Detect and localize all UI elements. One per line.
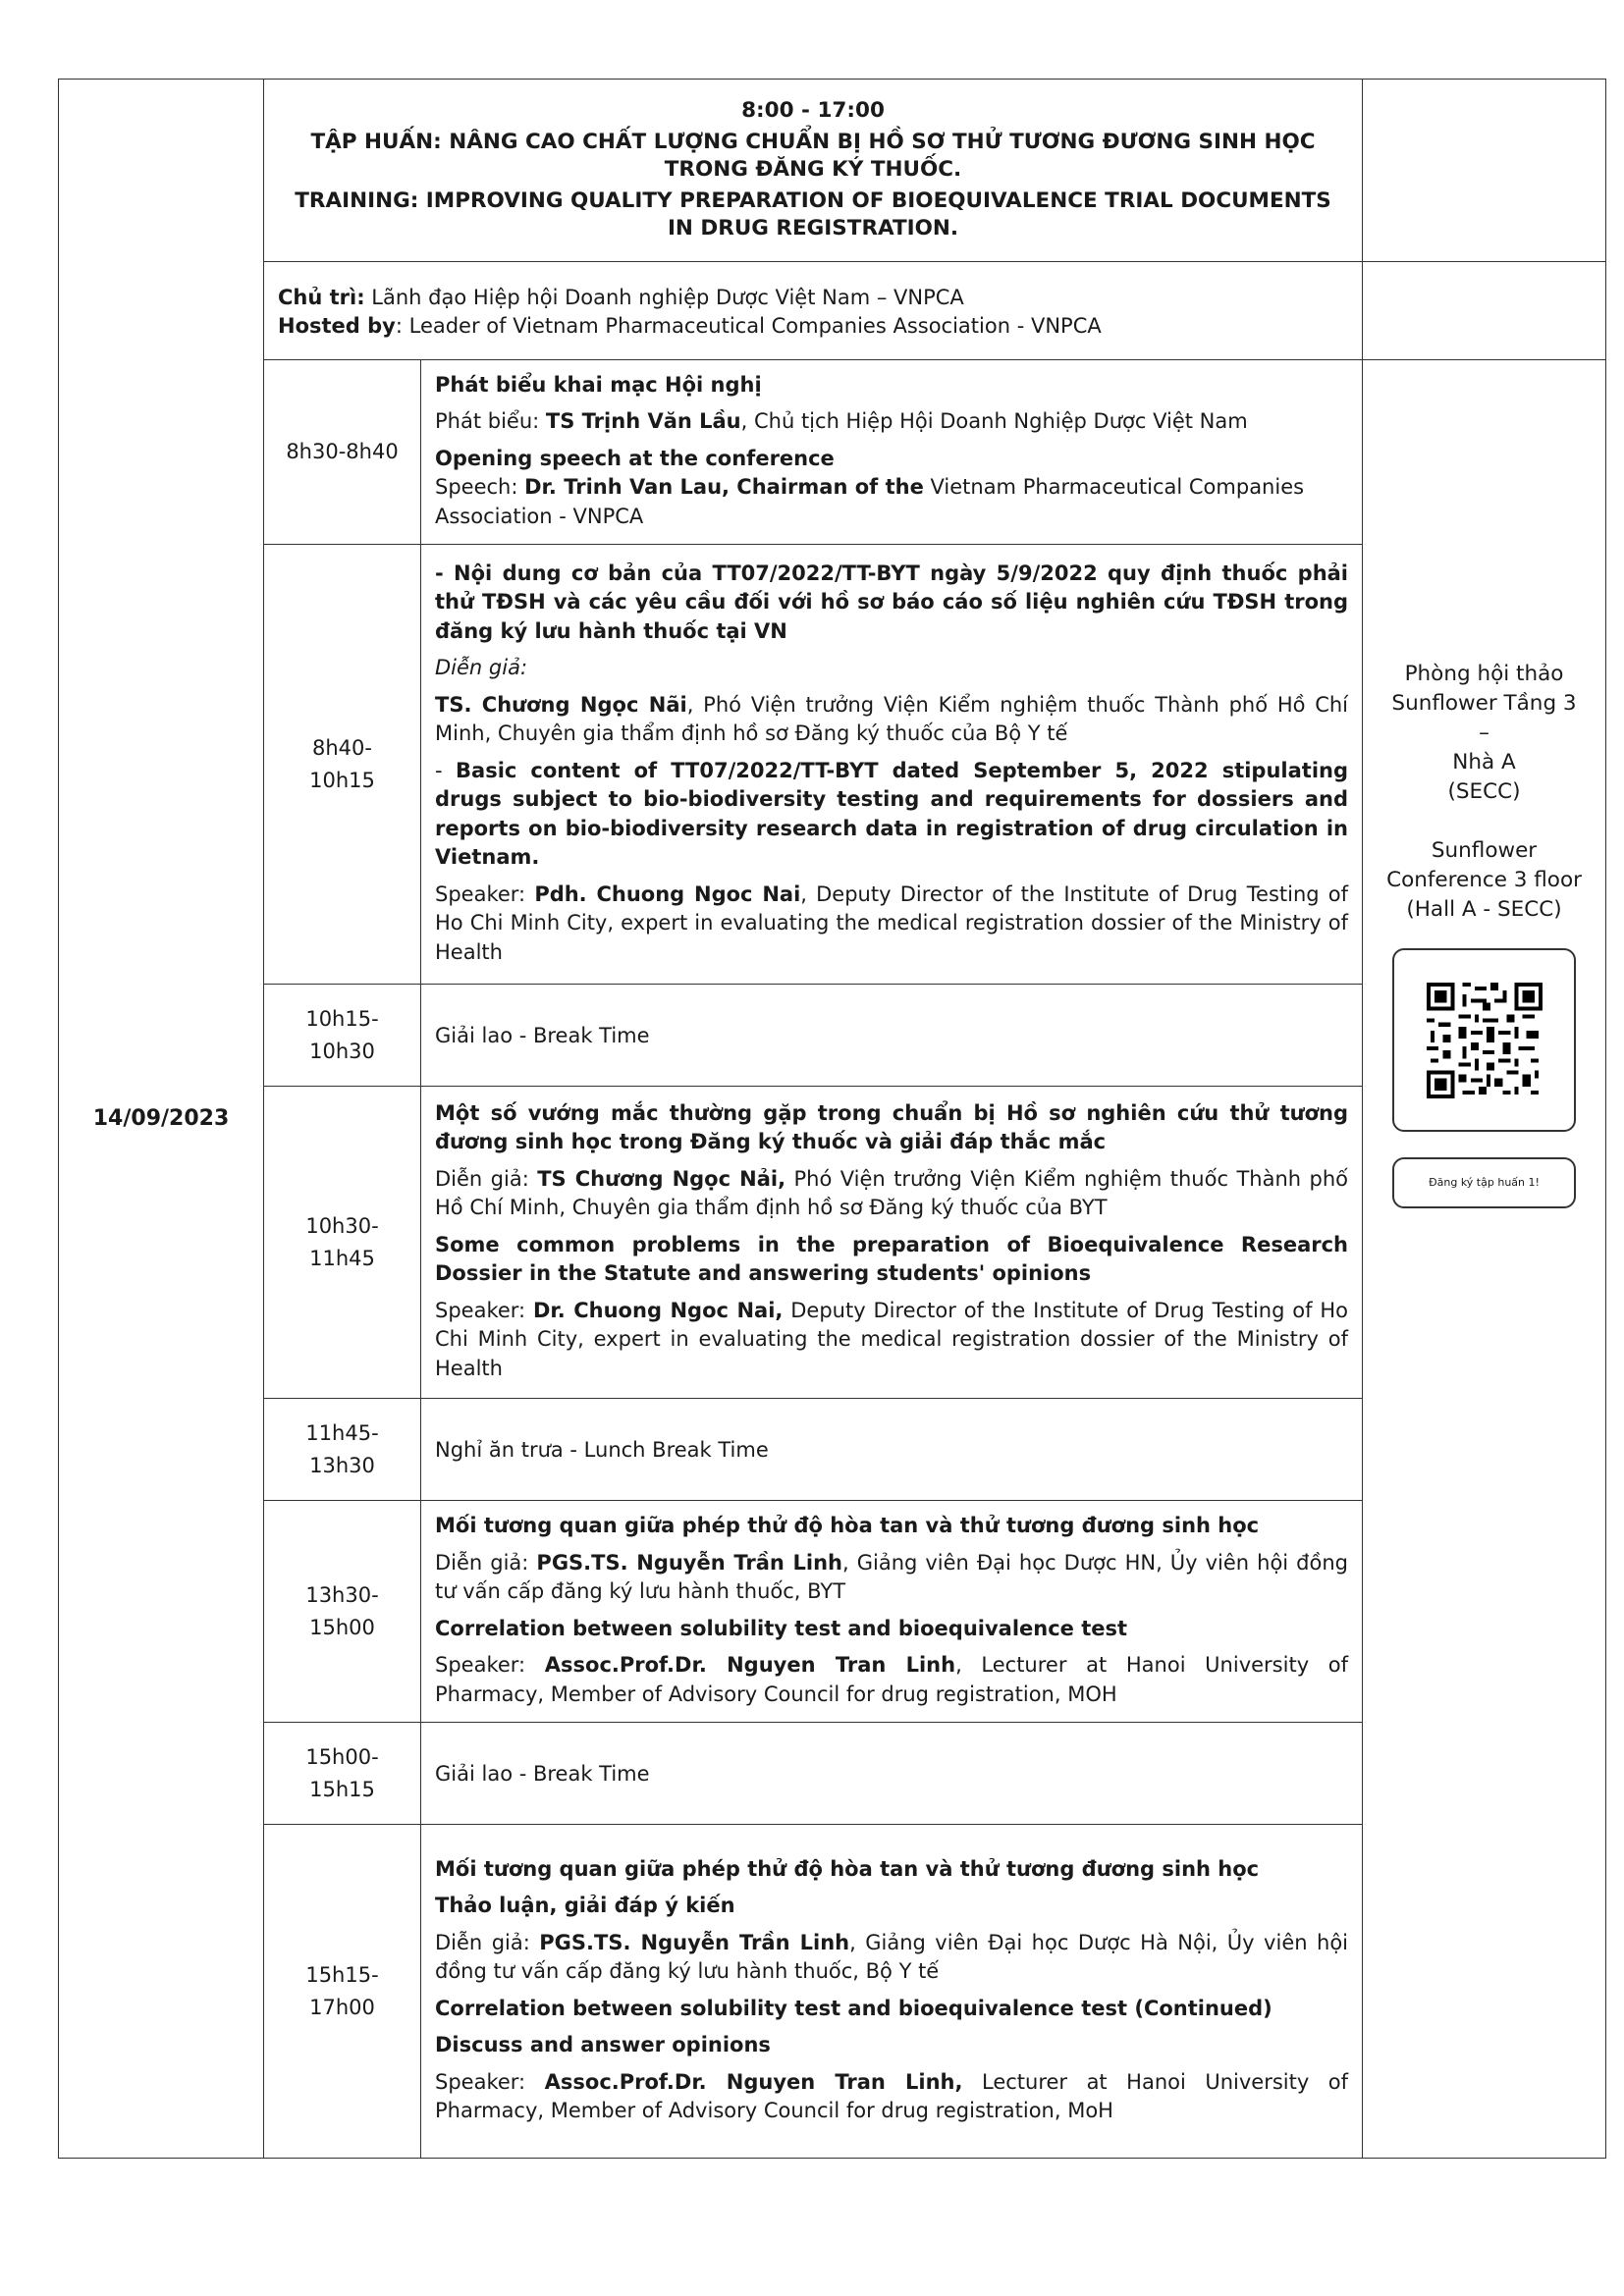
agenda-page: [58, 79, 1605, 2159]
session-title-en: Correlation between solubility test and bioequivalence test: [435, 1616, 1128, 1640]
venue-en-line1: Sunflower: [1431, 838, 1538, 863]
session-title-en: Some common problems in the preparation of Bioequivalence Research Dossier in the Statute and answering students' opinions: [435, 1232, 1349, 1286]
session-speaker-en: Speaker: Assoc.Prof.Dr. Nguyen Tran Linh, Lecturer at Hanoi University of Pharmacy, Member of Advisory Council for drug registration, MOH: [435, 1653, 1349, 1706]
speaker-label-vi: Diễn giả:: [435, 656, 528, 680]
session-speaker-vi: Diễn giả: PGS.TS. Nguyễn Trần Linh, Giảng viên Đại học Dược Hà Nội, Ủy viên hội đồng tư vấn cấp đăng ký lưu hành thuốc, Bộ Y tế: [435, 1930, 1348, 1983]
venue-vi-line4: (SECC): [1447, 779, 1521, 804]
host-cell: [264, 262, 1363, 360]
venue-en-line3: (Hall A - SECC): [1406, 897, 1562, 922]
venue-cell: [1363, 360, 1606, 2159]
session-speaker-vi: Diễn giả: TS Chương Ngọc Nải, Phó Viện trưởng Viện Kiểm nghiệm thuốc Thành phố Hồ Chí Minh, Chuyên gia thẩm định hồ sơ Đăng ký thuốc của BYT: [435, 1166, 1348, 1220]
session-time: 15h15- 17h00: [264, 1825, 421, 2159]
session-speaker-en: Speech: Dr. Trinh Van Lau, Chairman of the Vietnam Pharmaceutical Companies Association - VNPCA: [435, 475, 1305, 528]
date-cell: 14/09/2023: [59, 80, 264, 2159]
agenda-table: [58, 79, 1606, 2159]
session-title-en: - Basic content of TT07/2022/TT-BYT dated September 5, 2022 stipulating drugs subject to bio-biodiversity testing and requirements for dossiers and reports on bio-biodiversity research data in registration of drug circulation in Vietnam.: [435, 758, 1349, 870]
session-time: 8h40- 10h15: [264, 545, 421, 985]
session-speaker-en: Speaker: Assoc.Prof.Dr. Nguyen Tran Linh, Lecturer at Hanoi University of Pharmacy, Member of Advisory Council for drug registration, MoH: [435, 2069, 1349, 2122]
session-title-vi: Mối tương quan giữa phép thử độ hòa tan và thử tương đương sinh học: [435, 1514, 1260, 1537]
session-subtitle-vi: Thảo luận, giải đáp ý kiến: [435, 1894, 735, 1917]
session-subtitle-en: Discuss and answer opinions: [435, 2033, 771, 2056]
training-title-vi: TẬP HUẤN: NÂNG CAO CHẤT LƯỢNG CHUẨN BỊ HỒ SƠ THỬ TƯƠNG ĐƯƠNG SINH HỌC TRONG ĐĂNG KÝ THUỐC.: [310, 129, 1316, 182]
session-speaker-en: Speaker: Pdh. Chuong Ngoc Nai, Deputy Director of the Institute of Drug Testing of Ho Chi Minh City, expert in evaluating the medical registration dossier of the Ministry of Health: [435, 881, 1349, 964]
session-title-vi: Một số vướng mắc thường gặp trong chuẩn bị Hồ sơ nghiên cứu thử tương đương sinh học trong Đăng ký thuốc và giải đáp thắc mắc: [435, 1100, 1349, 1154]
session-time: 15h00- 15h15: [264, 1723, 421, 1825]
session-time: 13h30- 15h00: [264, 1501, 421, 1723]
session-time: 11h45- 13h30: [264, 1399, 421, 1501]
session-title-vi: Mối tương quan giữa phép thử độ hòa tan và thử tương đương sinh học: [435, 1856, 1260, 1881]
session-title-en: Correlation between solubility test and bioequivalence test (Continued): [435, 1996, 1272, 2020]
session-title-vi: Phát biểu khai mạc Hội nghị: [435, 372, 762, 397]
venue-vi-line2: Sunflower Tầng 3: [1391, 691, 1577, 716]
venue-en-line2: Conference 3 floor: [1386, 868, 1582, 892]
host-en: Hosted by: Leader of Vietnam Pharmaceutical Companies Association - VNPCA: [278, 313, 1102, 338]
session-common-problems: [421, 1087, 1363, 1399]
lunch-break: Nghỉ ăn trưa - Lunch Break Time: [421, 1399, 1363, 1501]
session-time: 10h15- 10h30: [264, 985, 421, 1087]
training-title-en: TRAINING: IMPROVING QUALITY PREPARATION OF BIOEQUIVALENCE TRIAL DOCUMENTS IN DRUG REGISTRATION.: [295, 187, 1331, 240]
venue-vi-line1: Phòng hội thảo: [1404, 662, 1564, 686]
session-speaker-en: Speaker: Dr. Chuong Ngoc Nai, Deputy Director of the Institute of Drug Testing of Ho Chi Minh City, expert in evaluating the medical registration dossier of the Ministry of Health: [435, 1298, 1349, 1380]
session-speaker-vi: Phát biểu: TS Trịnh Văn Lầu, Chủ tịch Hiệp Hội Doanh Nghiệp Dược Việt Nam: [435, 409, 1248, 434]
session-time: 8h30-8h40: [264, 360, 421, 545]
session-title-en: Opening speech at the conference: [435, 446, 835, 470]
register-button[interactable]: Đăng ký tập huấn 1!: [1392, 1157, 1576, 1208]
session-title-vi: - Nội dung cơ bản của TT07/2022/TT-BYT ngày 5/9/2022 quy định thuốc phải thử TĐSH và các yêu cầu đối với hồ sơ báo cáo số liệu nghiên cứu TĐSH trong đăng ký lưu hành thuốc tại VN: [435, 561, 1349, 643]
venue-vi-dash: –: [1479, 721, 1489, 745]
header-empty-cell: [1363, 80, 1606, 262]
host-vi: Chủ trì: Lãnh đạo Hiệp hội Doanh nghiệp Dược Việt Nam – VNPCA: [278, 285, 964, 309]
break-time: Giải lao - Break Time: [421, 985, 1363, 1087]
host-empty-cell: [1363, 262, 1606, 360]
training-header: [264, 80, 1363, 262]
venue-vi-line3: Nhà A: [1452, 750, 1516, 774]
session-correlation: [421, 1501, 1363, 1723]
training-time: 8:00 - 17:00: [741, 97, 885, 123]
session-time: 10h30- 11h45: [264, 1087, 421, 1399]
break-time: Giải lao - Break Time: [421, 1723, 1363, 1825]
qr-code-frame[interactable]: [1392, 948, 1576, 1132]
session-speaker-vi: TS. Chương Ngọc Nãi, Phó Viện trưởng Viện Kiểm nghiệm thuốc Thành phố Hồ Chí Minh, Chuyên gia thẩm định hồ sơ Đăng ký thuốc của Bộ Y tế: [435, 692, 1349, 746]
session-correlation-continued: [421, 1825, 1363, 2159]
session-speaker-vi: Diễn giả: PGS.TS. Nguyễn Trần Linh, Giảng viên Đại học Dược HN, Ủy viên hội đồng tư vấn cấp đăng ký lưu hành thuốc, BYT: [435, 1550, 1348, 1603]
session-tt07: [421, 545, 1363, 985]
qr-code-icon: [1427, 983, 1543, 1098]
session-opening: [421, 360, 1363, 545]
